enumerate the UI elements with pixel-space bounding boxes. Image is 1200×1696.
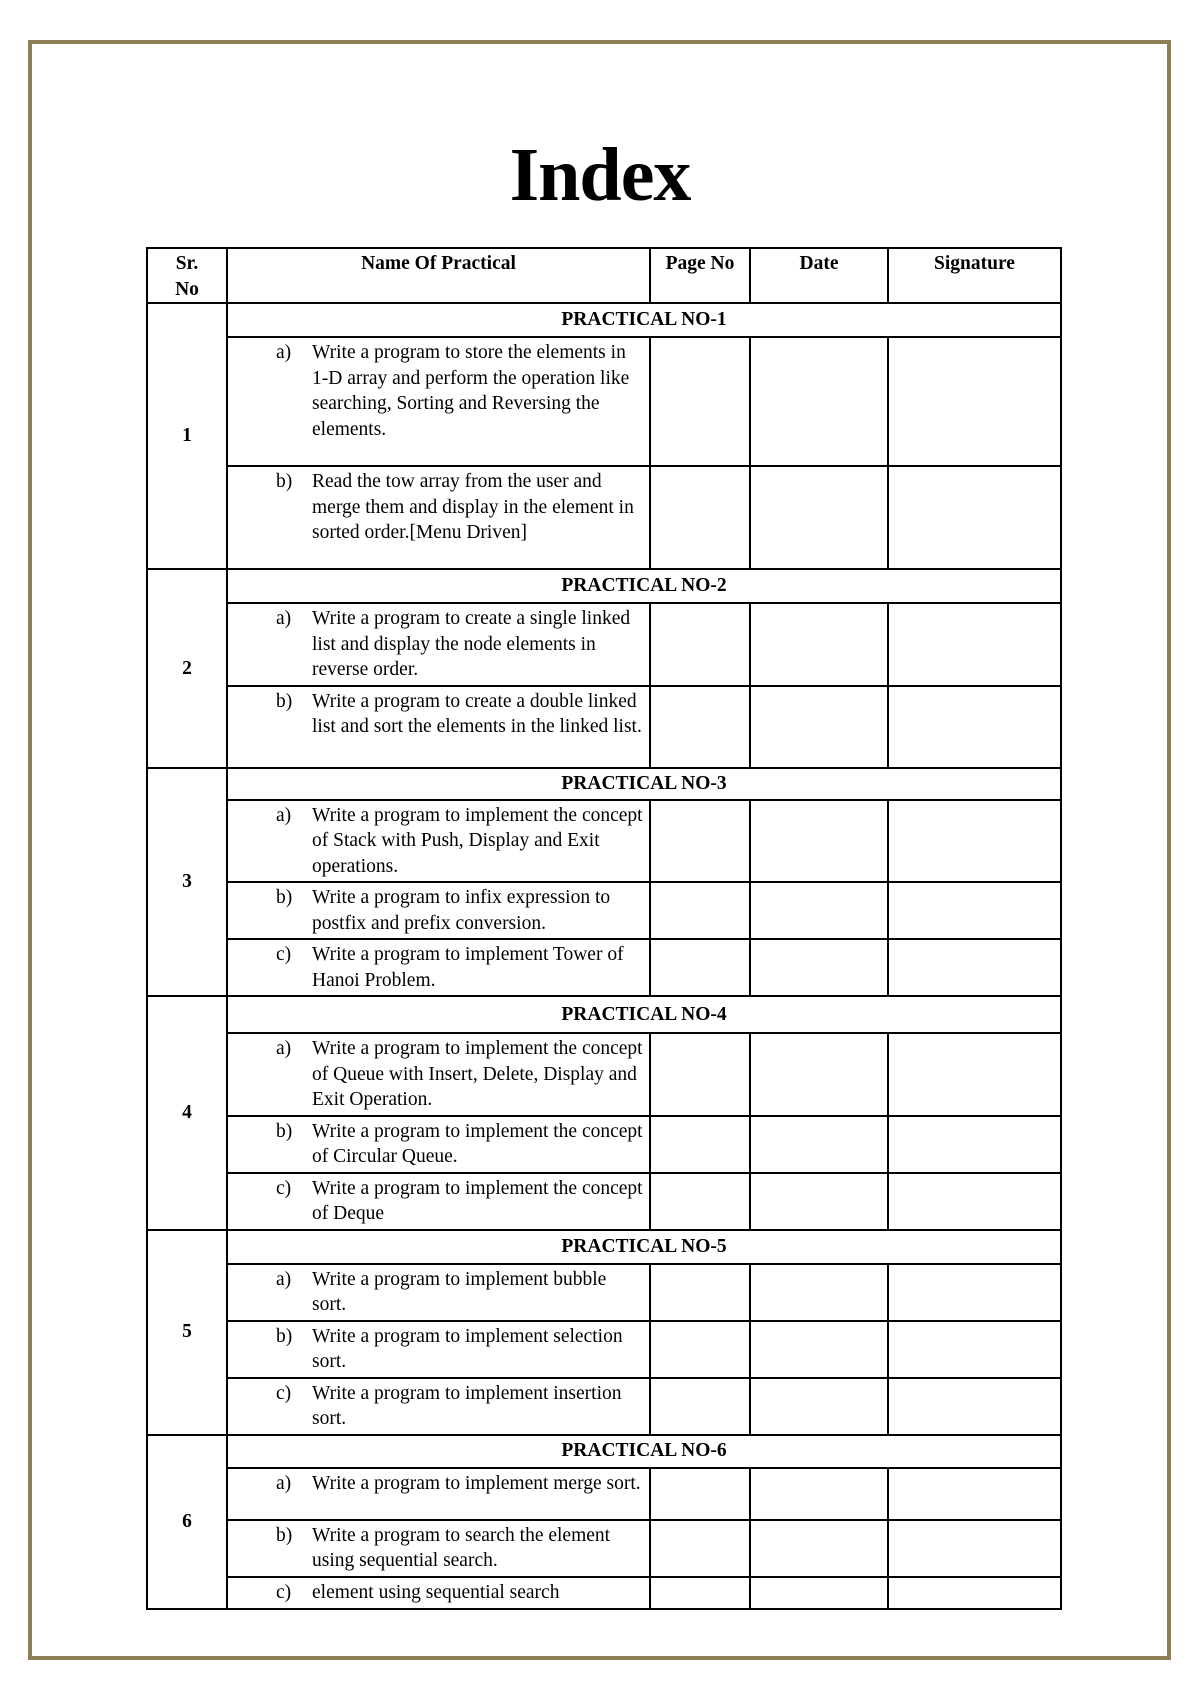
practical-task-row (147, 1033, 1061, 1116)
header-row (147, 248, 1061, 303)
task-text: Write a program to implement insertion sort. (312, 1382, 622, 1429)
page-no-cell (650, 882, 750, 939)
signature-cell (888, 882, 1061, 939)
page-no-cell (650, 337, 750, 466)
practical-name-cell (227, 1520, 650, 1577)
task-text: Write a program to search the element using sequential search. (312, 1524, 611, 1571)
task-text: Write a program to implement the concept of Circular Queue. (312, 1120, 643, 1167)
page-no-cell (650, 1577, 750, 1609)
signature-cell (888, 1264, 1061, 1321)
signature-cell (888, 337, 1061, 466)
task-label: b) (276, 1325, 293, 1347)
task-label: b) (276, 690, 293, 712)
signature-cell (888, 1577, 1061, 1609)
signature-cell (888, 466, 1061, 569)
practical-heading: PRACTICAL NO-5 (227, 1230, 1061, 1264)
practical-task-row (147, 1116, 1061, 1173)
task-text: Write a program to implement the concept of Queue with Insert, Delete, Display and Exit Operation. (312, 1038, 643, 1110)
practical-name-cell (227, 939, 650, 996)
date-cell (750, 1033, 888, 1116)
task-text: Write a program to implement the concept of Stack with Push, Display and Exit operations. (312, 804, 643, 877)
task-text: element using sequential search (312, 1581, 560, 1603)
task-label: a) (276, 1472, 292, 1494)
signature-cell (888, 603, 1061, 686)
practical-task-row (147, 337, 1061, 466)
task-label: c) (276, 944, 292, 965)
task-text: Write a program to implement bubble sort. (312, 1268, 607, 1315)
page-no-cell (650, 800, 750, 883)
signature-cell (888, 1173, 1061, 1230)
sr-no-cell: 3 (147, 768, 227, 997)
task-text: Write a program to implement the concept of Deque (312, 1177, 643, 1224)
signature-cell (888, 939, 1061, 996)
date-cell (750, 800, 888, 883)
practical-heading-row (147, 569, 1061, 603)
practical-name-cell (227, 1378, 650, 1435)
practical-task-row (147, 939, 1061, 996)
practical-task-row (147, 1520, 1061, 1577)
practical-heading: PRACTICAL NO-2 (227, 569, 1061, 603)
task-label: a) (276, 804, 292, 826)
signature-cell (888, 1116, 1061, 1173)
practical-name-cell (227, 882, 650, 939)
practical-heading-row (147, 1230, 1061, 1264)
task-text: Write a program to infix expression to postfix and prefix conversion. (312, 887, 611, 934)
practical-task-row (147, 1321, 1061, 1378)
practical-name-cell (227, 337, 650, 466)
practical-heading: PRACTICAL NO-6 (227, 1435, 1061, 1468)
task-label: a) (276, 1038, 292, 1059)
task-label: b) (276, 471, 293, 492)
practical-heading-row (147, 303, 1061, 337)
practical-task-row (147, 686, 1061, 768)
page-no-cell (650, 1033, 750, 1116)
page-no-cell (650, 1264, 750, 1321)
practical-heading-row (147, 1435, 1061, 1468)
date-cell (750, 1520, 888, 1577)
sr-no-cell: 5 (147, 1230, 227, 1435)
task-label: c) (276, 1581, 292, 1603)
practical-heading-row (147, 996, 1061, 1033)
index-body (147, 303, 1061, 1609)
date-cell (750, 1577, 888, 1609)
task-label: a) (276, 1268, 292, 1290)
practical-task-row (147, 1173, 1061, 1230)
task-text: Write a program to implement merge sort. (312, 1472, 641, 1494)
signature-cell (888, 686, 1061, 768)
practical-task-row (147, 800, 1061, 883)
signature-cell (888, 1378, 1061, 1435)
practical-name-cell (227, 800, 650, 883)
page-no-cell (650, 1520, 750, 1577)
task-text: Write a program to store the elements in 1-D array and perform the operation like searching, Sorting and Reversing the elements. (312, 342, 630, 440)
practical-heading: PRACTICAL NO-4 (227, 996, 1061, 1033)
task-label: b) (276, 887, 293, 908)
practical-name-cell (227, 686, 650, 768)
page-no-cell (650, 939, 750, 996)
sr-no-cell: 6 (147, 1435, 227, 1609)
header-sr-no: Sr. No (147, 248, 227, 303)
page-no-cell (650, 1321, 750, 1378)
header-page-no: Page No (650, 248, 750, 303)
index-table (146, 247, 1062, 1610)
header-date: Date (750, 248, 888, 303)
signature-cell (888, 1468, 1061, 1520)
sr-no-cell: 2 (147, 569, 227, 768)
page-no-cell (650, 603, 750, 686)
signature-cell (888, 1520, 1061, 1577)
practical-name-cell (227, 1173, 650, 1230)
task-label: a) (276, 608, 292, 629)
task-text: Write a program to create a double linked list and sort the elements in the linked list. (312, 690, 642, 737)
practical-task-row (147, 1378, 1061, 1435)
task-label: b) (276, 1120, 293, 1142)
page-no-cell (650, 686, 750, 768)
task-label: a) (276, 342, 292, 363)
page-no-cell (650, 1116, 750, 1173)
date-cell (750, 1173, 888, 1230)
date-cell (750, 1378, 888, 1435)
practical-task-row (147, 1577, 1061, 1609)
practical-name-cell (227, 1321, 650, 1378)
task-text: Write a program to implement selection sort. (312, 1325, 623, 1372)
date-cell (750, 1264, 888, 1321)
page-no-cell (650, 1468, 750, 1520)
practical-name-cell (227, 1116, 650, 1173)
date-cell (750, 337, 888, 466)
practical-name-cell (227, 466, 650, 569)
practical-name-cell (227, 603, 650, 686)
practical-task-row (147, 882, 1061, 939)
practical-task-row (147, 1468, 1061, 1520)
practical-name-cell (227, 1264, 650, 1321)
signature-cell (888, 1033, 1061, 1116)
task-label: c) (276, 1177, 292, 1199)
header-name-of-practical: Name Of Practical (227, 248, 650, 303)
practical-task-row (147, 1264, 1061, 1321)
sr-no-cell: 4 (147, 996, 227, 1230)
date-cell (750, 1321, 888, 1378)
date-cell (750, 1468, 888, 1520)
practical-name-cell (227, 1033, 650, 1116)
page-title: Index (509, 133, 691, 217)
practical-name-cell (227, 1577, 650, 1609)
date-cell (750, 882, 888, 939)
page-no-cell (650, 1378, 750, 1435)
practical-heading-row (147, 768, 1061, 800)
page-no-cell (650, 1173, 750, 1230)
task-label: b) (276, 1524, 293, 1546)
task-text: Read the tow array from the user and merge them and display in the element in sorted order.[Menu Driven] (312, 471, 634, 543)
date-cell (750, 1116, 888, 1173)
practical-heading: PRACTICAL NO-1 (227, 303, 1061, 337)
signature-cell (888, 1321, 1061, 1378)
date-cell (750, 686, 888, 768)
signature-cell (888, 800, 1061, 883)
date-cell (750, 466, 888, 569)
practical-heading: PRACTICAL NO-3 (227, 768, 1061, 800)
sr-no-cell: 1 (147, 303, 227, 569)
practical-task-row (147, 603, 1061, 686)
header-signature: Signature (888, 248, 1061, 303)
task-label: c) (276, 1382, 292, 1404)
practical-name-cell (227, 1468, 650, 1520)
practical-task-row (147, 466, 1061, 569)
task-text: Write a program to implement Tower of Hanoi Problem. (312, 944, 624, 991)
page-no-cell (650, 466, 750, 569)
task-text: Write a program to create a single linked list and display the node elements in reverse order. (312, 608, 631, 680)
date-cell (750, 603, 888, 686)
date-cell (750, 939, 888, 996)
